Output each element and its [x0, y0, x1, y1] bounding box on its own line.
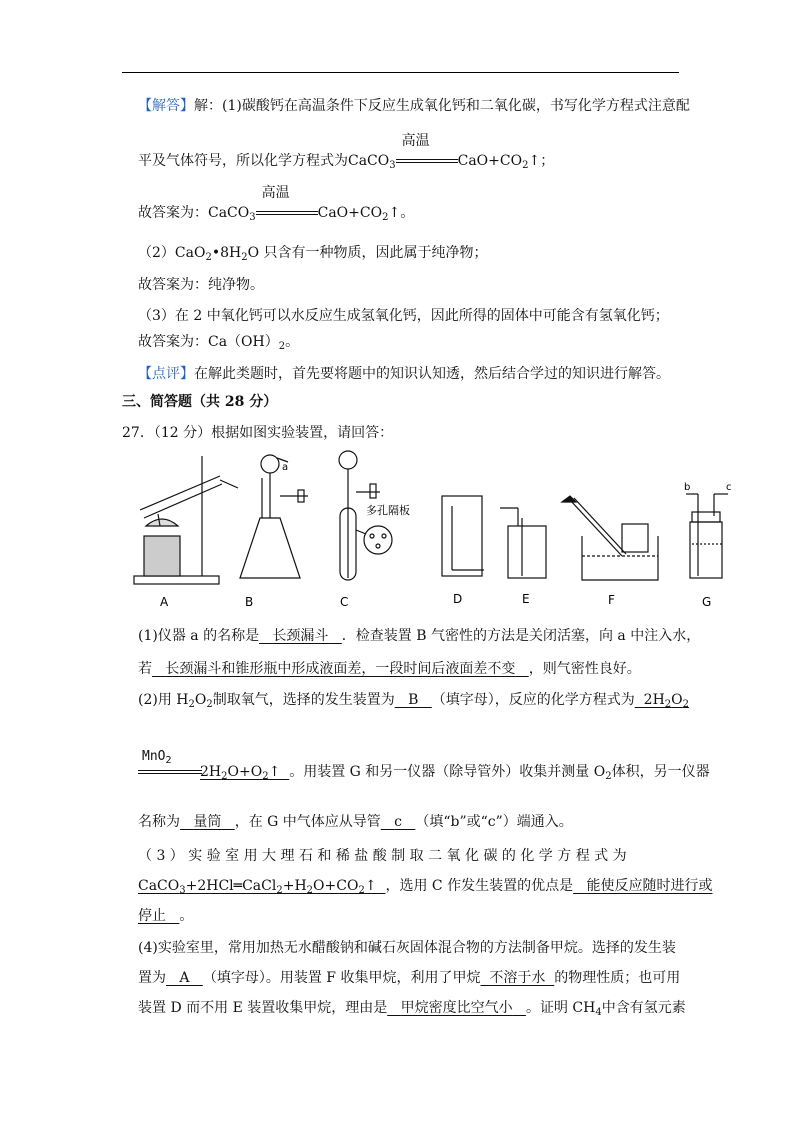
apparatus-label: G: [702, 595, 712, 609]
apparatus-labels: [160, 592, 711, 609]
answer-tag: 【解答】: [138, 98, 194, 114]
apparatus-label: F: [608, 593, 615, 607]
answer-line-5: 故答案为：纯净物。: [138, 277, 264, 293]
section-title: 三、简答题（共 28 分）: [122, 394, 278, 410]
q27-stem: 27．（12 分）根据如图实验装置，请回答：: [122, 425, 394, 441]
q3-line-1: （ 3 ） 实 验 室 用 大 理 石 和 稀 盐 酸 制 取 二 氧 化 碳 的 化 学 方 程 式 为: [138, 848, 627, 864]
q4-line-1: (4)实验室里，常用加热无水醋酸钠和碱石灰固体混合物的方法制备甲烷。选择的发生装: [138, 940, 676, 956]
q2-line-3: 名称为 量筒 ，在 G 中气体应从导管 c （填“b”或“c”）端通入。: [138, 814, 573, 830]
answer-line-4: $(2)CaO_2•8H_2O$ 只含有一种物质，因此属于纯净物；: [138, 245, 488, 263]
apparatus-label: E: [522, 592, 530, 606]
q3-line-3: 停止 。: [138, 908, 194, 924]
header-rule: [122, 72, 679, 73]
apparatus-f: [562, 496, 658, 580]
high-temp-condition-2: 高温: [256, 203, 318, 223]
q4-line-3: 装置 D 而不用 E 装置收集甲烷，理由是 甲烷密度比空气小 。证明 $CH_4$中含有氢元素: [138, 1000, 686, 1018]
label-b: b: [684, 482, 691, 493]
apparatus-label: A: [160, 595, 169, 609]
apparatus-label: C: [340, 595, 349, 609]
apparatus-label: B: [245, 595, 254, 609]
apparatus-figure: [130, 448, 730, 618]
q2-line-2: $2H_2O+O_2↑$ 。用装置 G 和另一仪器（除导管外）收集并测量 $O_2$体积，另一仪器: [200, 764, 710, 782]
answer-line-3: 故答案为：CaCO$_3$ 高温 $CaO+CO_2↑$。: [138, 185, 415, 223]
apparatus-d: [442, 496, 484, 576]
porous-plate-label: 多孔隔板: [366, 504, 410, 517]
q4-line-2: 置为 A （填字母）。用装置 F 收集甲烷，利用了甲烷 不溶于水 的物理性质；也可用: [138, 970, 681, 986]
answer-line-1: 【解答】解：(1)碳酸钙在高温条件下反应生成氧化钙和二氧化碳，书写化学方程式注意配: [138, 98, 690, 114]
apparatus-a: [134, 456, 238, 584]
q1-line-2: 若 长颈漏斗和锥形瓶中形成液面差，一段时间后液面差不变 ，则气密性良好。: [138, 661, 641, 677]
q1-line-1: (1)仪器 a 的名称是 长颈漏斗 ．检查装置 B 气密性的方法是关闭活塞，向 a 中注入水，: [138, 628, 701, 644]
comment-line: 【点评】在解此类题时，首先要将题中的知识认知透，然后结合学过的知识进行解答。: [138, 366, 670, 382]
answer-line-7: 故答案为：$Ca(OH)_2$。: [138, 334, 300, 352]
apparatus-b: [240, 455, 308, 578]
q2-line-1: (2)用 $H_2O_2$制取氧气，选择的发生装置为 B （填字母），反应的化学方程式为 $2H_2O_2$: [138, 692, 690, 710]
mno2-condition: MnO$_2$: [138, 763, 202, 787]
apparatus-label: D: [453, 592, 463, 606]
comment-tag: 【点评】: [138, 366, 194, 382]
label-a: a: [282, 462, 289, 473]
q3-line-2: $CaCO_3+2HCl═CaCl_2+H_2O+CO_2↑$ ，选用 C 作发生装置的优点是 能使反应随时进行或: [138, 878, 713, 896]
apparatus-e: [500, 508, 546, 578]
high-temp-condition: 高温: [396, 151, 458, 171]
label-c: c: [726, 482, 732, 493]
answer-line-2: 平及气体符号，所以化学方程式为CaCO$_3$ 高温 $CaO+CO_2↑$；: [138, 133, 555, 171]
answer-line-6: （3）在 2 中氧化钙可以水反应生成氢氧化钙，因此所得的固体中可能含有氢氧化钙；: [138, 308, 669, 324]
apparatus-g: [686, 494, 728, 578]
